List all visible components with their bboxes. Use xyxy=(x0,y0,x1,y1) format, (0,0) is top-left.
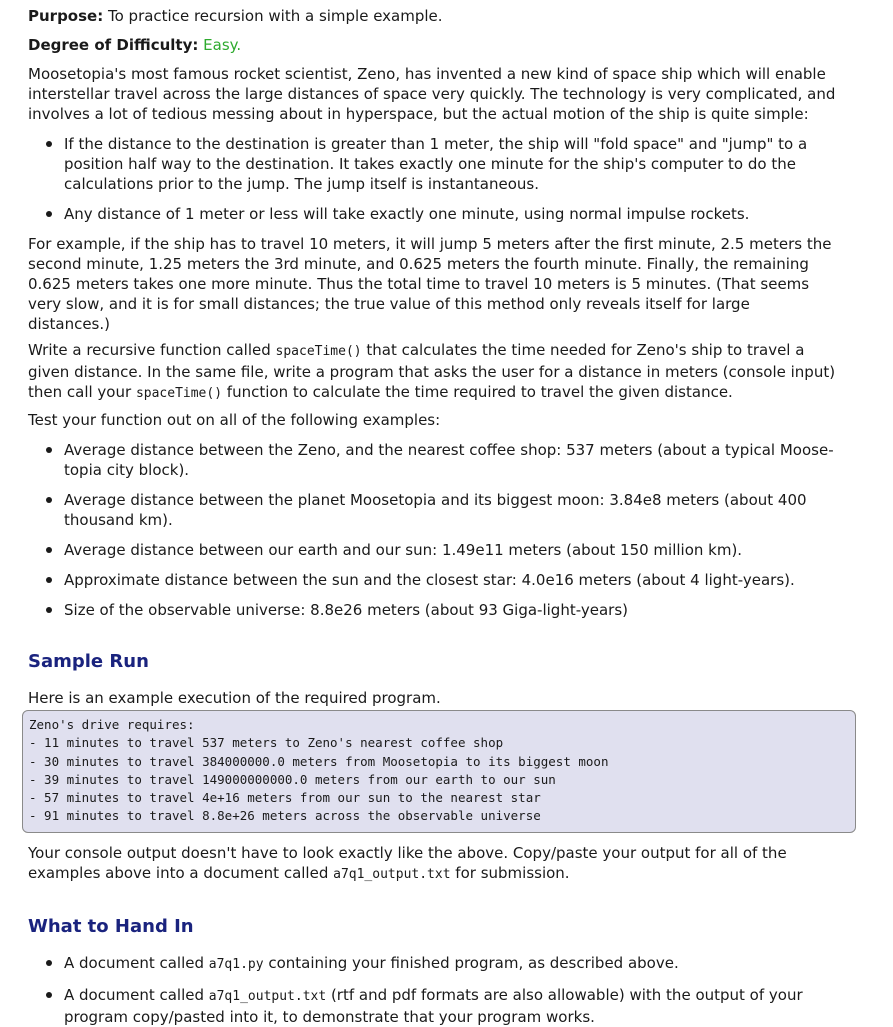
list-item: If the distance to the destination is greater than 1 meter, the ship will "fold space" and "jump" to a position half way to the destination. It takes exactly one minute for the ship's computer to do the calculations prior to the jump. The jump itself is instantaneous. xyxy=(28,134,836,194)
output-note xyxy=(28,843,836,885)
purpose-line xyxy=(28,6,836,26)
console-line: - 30 minutes to travel 384000000.0 meters from Moosetopia to its biggest moon xyxy=(29,753,609,769)
output-note-text-2: for submission. xyxy=(450,863,570,882)
purpose-text: To practice recursion with a simple example. xyxy=(103,7,443,25)
difficulty-label: Degree of Difficulty: xyxy=(28,36,199,54)
file-name: a7q1_output.txt xyxy=(208,988,327,1004)
sample-run-intro: Here is an example execution of the required program. xyxy=(28,689,441,707)
file-name: a7q1_output.txt xyxy=(333,866,451,882)
hand-in-list xyxy=(28,953,836,1027)
purpose-label: Purpose: xyxy=(28,7,104,25)
task-text-2: that calculates the time needed for Zeno's ship to travel a given distance. In the same file, write a program that asks the user for a distance in meters (console input) then call your xyxy=(28,341,836,401)
console-line: Zeno's drive requires: xyxy=(29,717,195,732)
console-line: - 11 minutes to travel 537 meters to Zeno's nearest coffee shop xyxy=(29,735,504,751)
task-text-1: Write a recursive function called xyxy=(28,341,276,359)
rules-list xyxy=(28,134,836,224)
example-paragraph: For example, if the ship has to travel 10 meters, it will jump 5 meters after the first minute, 2.5 meters the second minute, 1.25 meters the 3rd minute, and 0.625 meters the fourth minute. Finally, the remaining 0.625 meters takes one more minute. Thus the total time to travel 10 meters is 5 minutes. (That seems very slow, and it is for small distances; the true value of this method only reveals itself for large distances.) xyxy=(28,235,832,333)
hand-in-text: (rtf and pdf formats are also allowable) with the output of your program copy/pasted into it, to demonstrate that your program works. xyxy=(64,985,803,1026)
list-item: Size of the observable universe: 8.8e26 meters (about 93 Giga-light-years) xyxy=(28,600,836,620)
task-paragraph xyxy=(28,340,836,404)
console-line: - 39 minutes to travel 149000000000.0 meters from our earth to our sun xyxy=(29,771,556,787)
test-intro: Test your function out on all of the following examples: xyxy=(28,411,441,429)
list-item xyxy=(28,953,836,975)
list-item: Approximate distance between the sun and the closest star: 4.0e16 meters (about 4 light-years). xyxy=(28,570,836,590)
function-name: spaceTime() xyxy=(275,344,362,359)
intro-paragraph: Moosetopia's most famous rocket scientist, Zeno, has invented a new kind of space ship which will enable interstellar travel across the large distances of space very quickly. The technology is very complicated, and involves a lot of tedious messing about in hyperspace, but the actual motion of the ship is quite simple: xyxy=(28,65,836,123)
output-note-text-1: Your console output doesn't have to look exactly like the above. Copy/paste your output for all of the examples above into a document called xyxy=(28,843,787,882)
file-name: a7q1.py xyxy=(208,956,264,972)
list-item: Any distance of 1 meter or less will take exactly one minute, using normal impulse rockets. xyxy=(28,204,836,224)
hand-in-heading: What to Hand In xyxy=(28,915,194,937)
hand-in-text: containing your finished program, as described above. xyxy=(263,953,679,972)
console-line: - 91 minutes to travel 8.8e+26 meters across the observable universe xyxy=(29,808,541,824)
difficulty-line xyxy=(28,35,836,55)
list-item: Average distance between the Zeno, and the nearest coffee shop: 537 meters (about a typical Moose-topia city block). xyxy=(28,440,836,480)
list-item: Average distance between the planet Moosetopia and its biggest moon: 3.84e8 meters (about 400 thousand km). xyxy=(28,490,836,530)
console-line: - 57 minutes to travel 4e+16 meters from our sun to the nearest star xyxy=(29,790,541,806)
task-text-3: function to calculate the time required to travel the given distance. xyxy=(222,383,733,401)
assignment-page xyxy=(28,6,836,1027)
console-output-box xyxy=(22,710,856,833)
function-name: spaceTime() xyxy=(135,386,223,401)
hand-in-text: A document called xyxy=(64,953,209,972)
examples-list xyxy=(28,440,836,620)
difficulty-value: Easy. xyxy=(198,36,242,54)
sample-run-heading: Sample Run xyxy=(28,651,149,672)
list-item xyxy=(28,985,836,1027)
list-item: Average distance between our earth and our sun: 1.49e11 meters (about 150 million km). xyxy=(28,540,836,560)
hand-in-text: A document called xyxy=(64,985,209,1004)
